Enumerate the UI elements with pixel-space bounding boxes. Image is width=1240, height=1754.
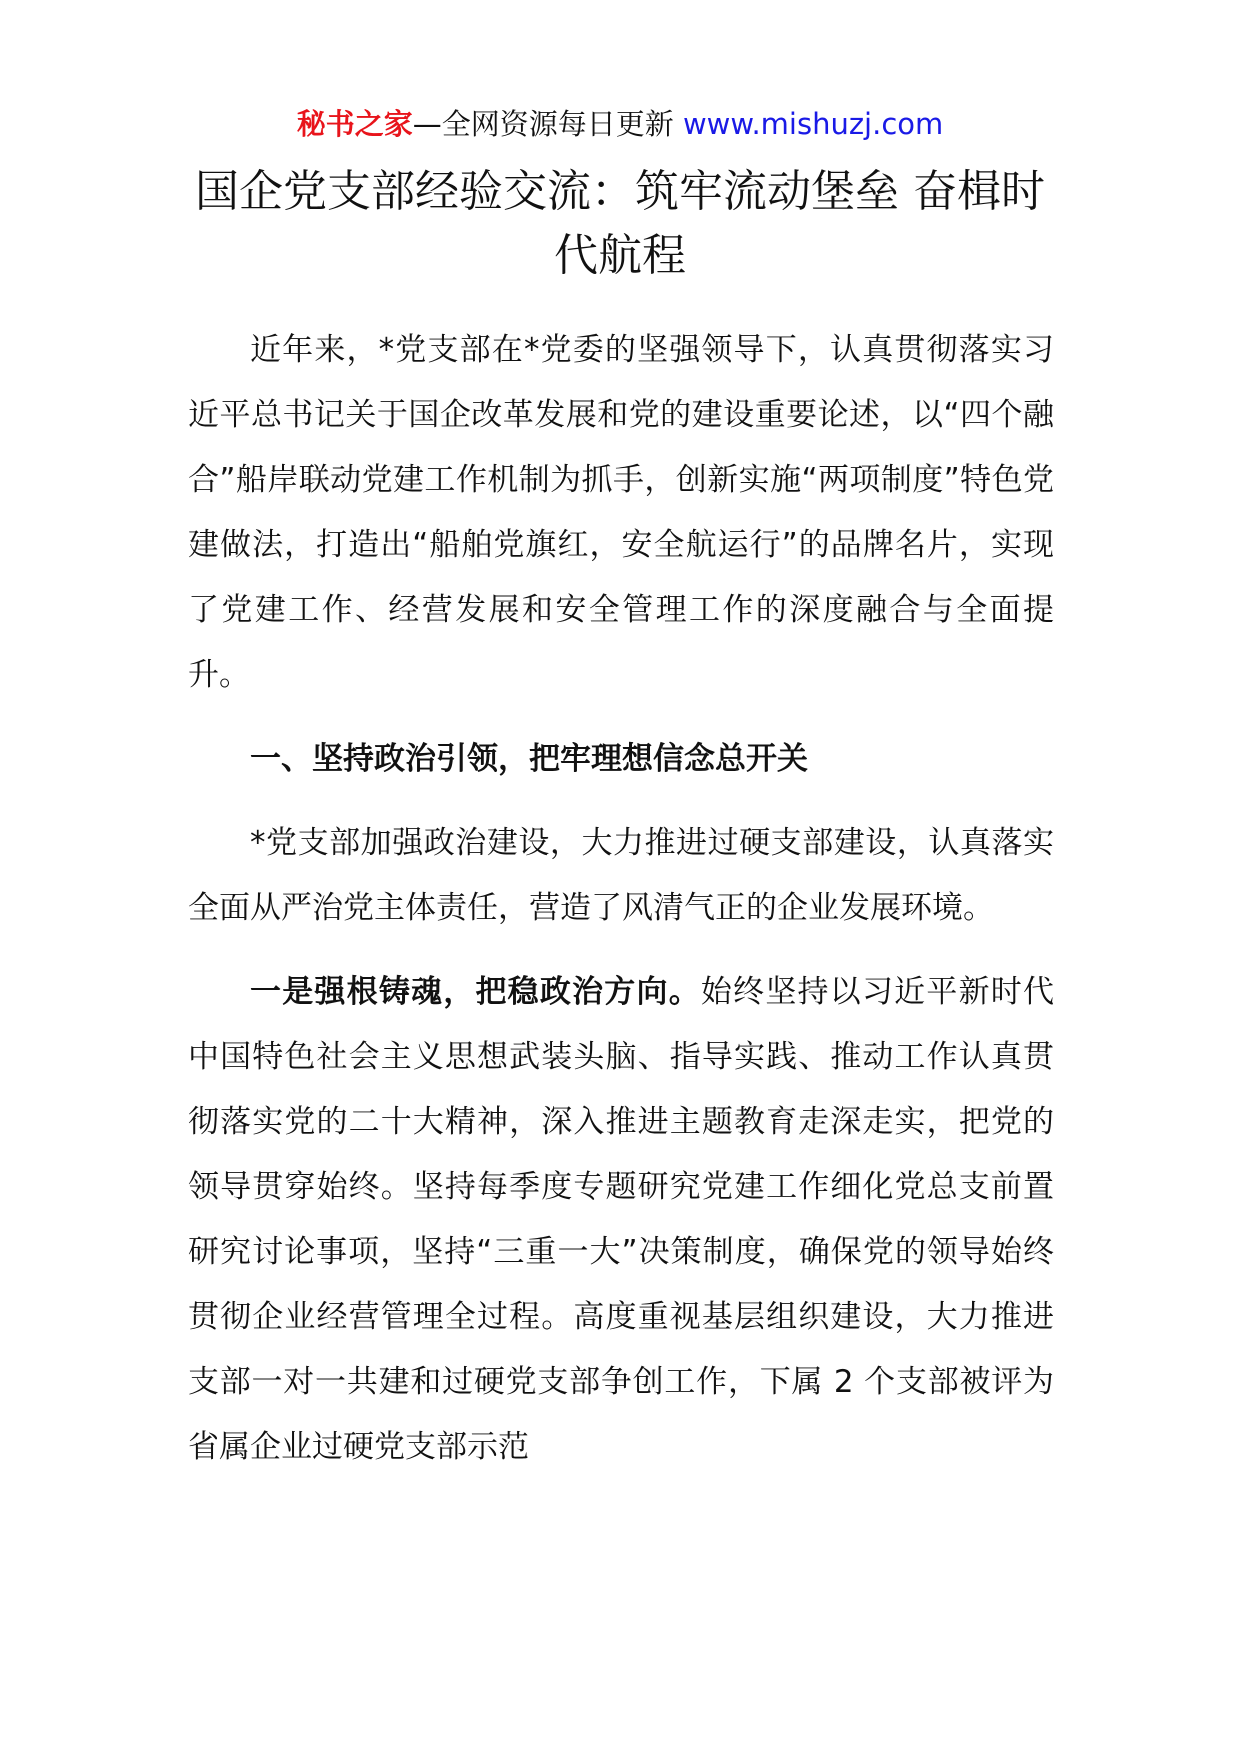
point-body: 始终坚持以习近平新时代中国特色社会主义思想武装头脑、指导实践、推动工作认真贯彻落实党的二十大精神，深入推进主题教育走深走实，把党的领导贯穿始终。坚持每季度专题研究党建工作细化党总支前置研究讨论事项，坚持“三重一大”决策制度，确保党的领导始终贯彻企业经营管理全过程。高度重视基层组织建设，大力推进支部一对一共建和过硬党支部争创工作，下属 2 个支部被评为省属企业过硬党支部示范 [188, 974, 1055, 1465]
document-body [188, 318, 1054, 1499]
site-banner [0, 104, 1240, 144]
intro-paragraph: 近年来，*党支部在*党委的坚强领导下，认真贯彻落实习近平总书记关于国企改革发展和党的建设重要论述，以“四个融合”船岸联动党建工作机制为抓手，创新实施“两项制度”特色党建做法，打造出“船舶党旗红，安全航运行”的品牌名片，实现了党建工作、经营发展和安全管理工作的深度融合与全面提升。 [188, 332, 1054, 693]
point-lead: 一是强根铸魂，把稳政治方向。 [250, 974, 701, 1010]
section-summary-paragraph: *党支部加强政治建设，大力推进过硬支部建设，认真落实全面从严治党主体责任，营造了风清气正的企业发展环境。 [188, 825, 1054, 926]
document-title: 国企党支部经验交流：筑牢流动堡垒 奋楫时代航程 [195, 166, 1045, 281]
point-paragraph [188, 960, 1054, 1480]
banner-brand: 秘书之家 [296, 107, 413, 141]
section-heading: 一、坚持政治引领，把牢理想信念总开关 [250, 741, 808, 777]
banner-url-link[interactable]: www.mishuzj.com [682, 107, 944, 141]
banner-slogan: —全网资源每日更新 [412, 107, 683, 141]
